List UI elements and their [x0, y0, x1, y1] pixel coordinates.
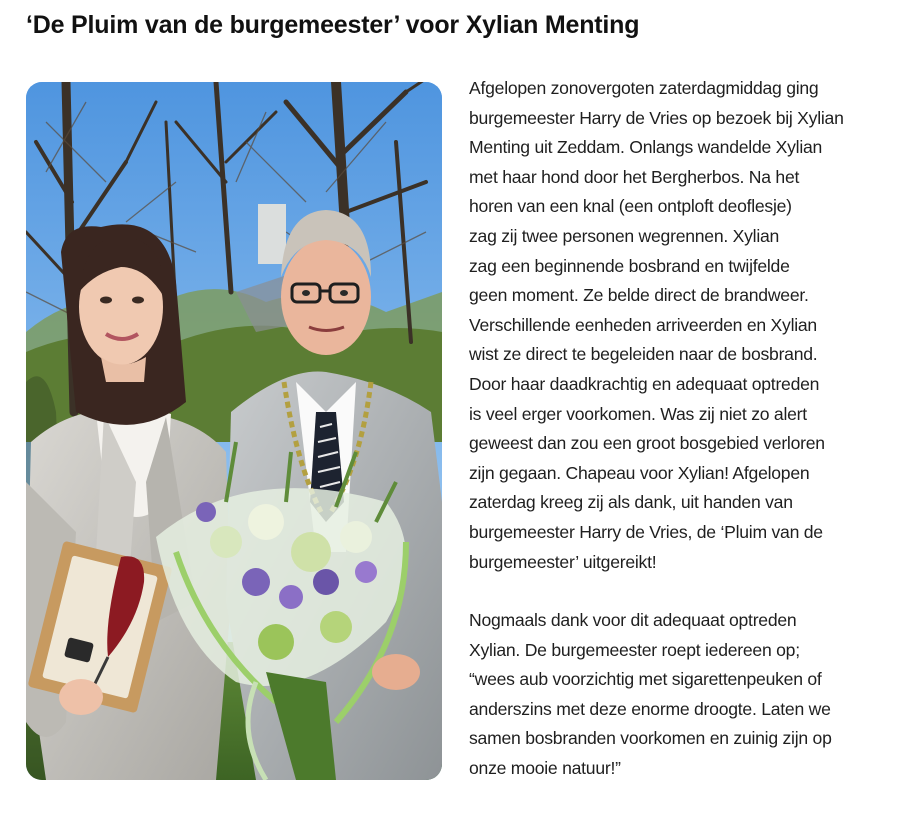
- text-line: burgemeester Harry de Vries op bezoek bij Xylian: [469, 107, 844, 128]
- text-line: Nogmaals dank voor dit adequaat optreden: [469, 610, 797, 631]
- text-line: burgemeester Harry de Vries, de ‘Pluim van de: [469, 521, 823, 542]
- text-line: zaterdag kreeg zij als dank, uit handen van: [469, 492, 793, 513]
- photo-illustration: [26, 82, 442, 780]
- article-paragraph-1: [469, 74, 887, 577]
- article-paragraph-2: [469, 606, 887, 784]
- text-line: wist ze direct te begeleiden naar de bosbrand.: [469, 344, 818, 365]
- text-line: Verschillende eenheden arriveerden en Xylian: [469, 314, 817, 335]
- text-line: Door haar daadkrachtig en adequaat optreden: [469, 373, 820, 394]
- text-line: anderszins met deze enorme droogte. Laten we: [469, 698, 831, 719]
- text-line: Xylian. De burgemeester roept iedereen op;: [469, 639, 800, 660]
- article-photo: [26, 82, 442, 780]
- text-line: samen bosbranden voorkomen en zuinig zijn op: [469, 728, 832, 749]
- text-line: onze mooie natuur!”: [469, 758, 621, 779]
- text-line: Afgelopen zonovergoten zaterdagmiddag ging: [469, 78, 819, 98]
- text-line: met haar hond door het Bergherbos. Na het: [469, 166, 800, 187]
- text-line: “wees aub voorzichtig met sigarettenpeuken of: [469, 669, 822, 690]
- text-line: Menting uit Zeddam. Onlangs wandelde Xylian: [469, 137, 823, 158]
- text-line: horen van een knal (een ontploft deoflesje): [469, 196, 792, 217]
- article-body: [469, 74, 887, 813]
- text-line: zag een beginnende bosbrand en twijfelde: [469, 255, 790, 276]
- text-line: zag zij twee personen wegrennen. Xylian: [469, 225, 780, 246]
- text-line: burgemeester’ uitgereikt!: [469, 551, 657, 572]
- text-line: is veel erger voorkomen. Was zij niet zo alert: [469, 403, 807, 424]
- text-line: geweest dan zou een groot bosgebied verloren: [469, 433, 825, 454]
- article-headline: ‘De Pluim van de burgemeester’ voor Xylian Menting: [26, 11, 640, 39]
- text-line: zijn gegaan. Chapeau voor Xylian! Afgelopen: [469, 462, 810, 483]
- text-line: geen moment. Ze belde direct de brandweer.: [469, 285, 809, 306]
